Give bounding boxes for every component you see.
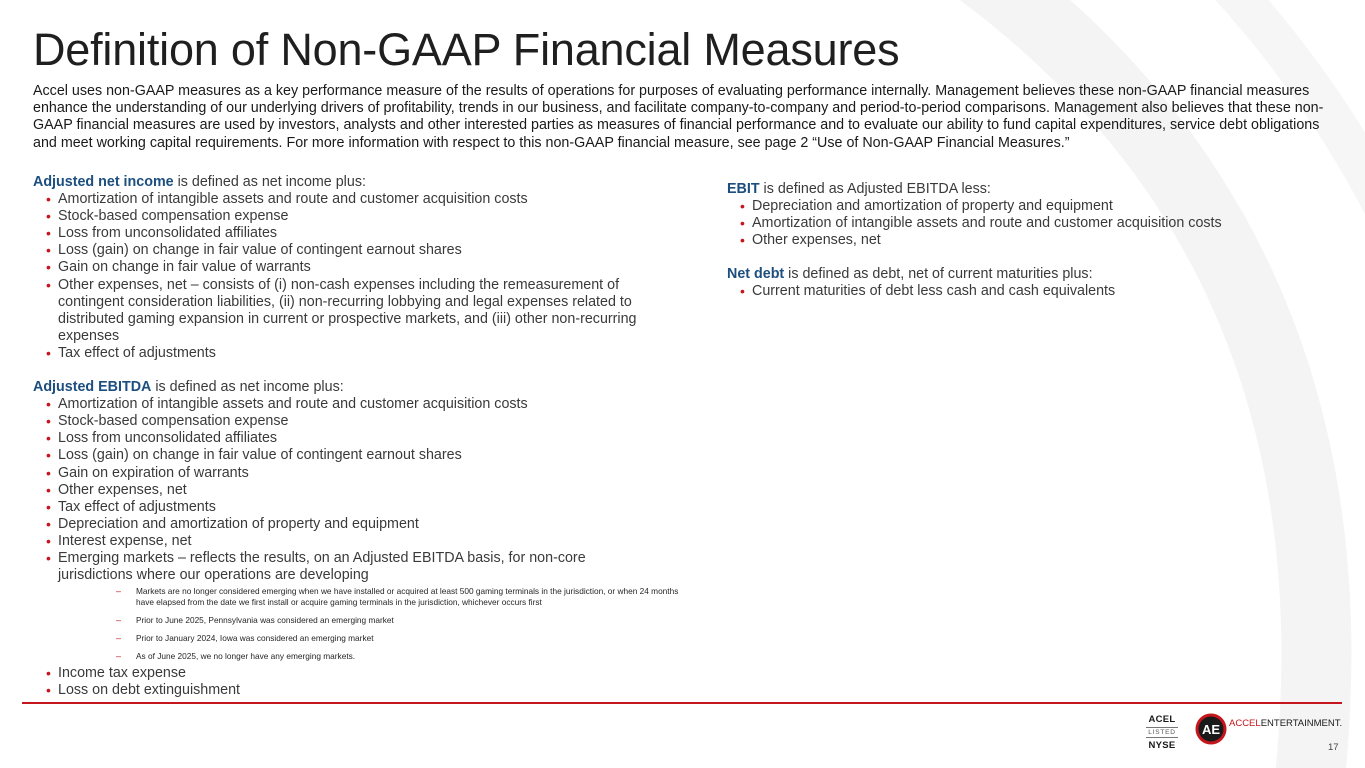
list-item: • Gain on change in fair value of warrants [33, 259, 653, 276]
list-item: • Loss on debt extinguishment [33, 682, 653, 699]
adjusted-net-income-heading [33, 174, 653, 191]
list-item: • Interest expense, net [33, 533, 653, 550]
list-item: • Stock-based compensation expense [33, 413, 653, 430]
list-item: • Other expenses, net – consists of (i) non-cash expenses including the remeasurement of contingent consideration liabilities, (ii) non-recurring lobbying and legal expenses related to distributed gaming expansion in current or prospective markets, and (iii) other non-recurring expenses [33, 277, 653, 345]
sub-list-item: – Markets are no longer considered emerging when we have installed or acquired at least 500 gaming terminals in the jurisdiction, or when 24 months have elapsed from the date we first install or acquire gaming terminals in the jurisdiction, whichever occurs first [58, 586, 698, 608]
ebit-list [727, 198, 1287, 249]
ebit-definition: is defined as Adjusted EBITDA less: [759, 181, 991, 197]
list-item: • Depreciation and amortization of property and equipment [727, 198, 1287, 215]
list-item: • Loss (gain) on change in fair value of contingent earnout shares [33, 447, 653, 464]
brand-accent: ACCEL [1229, 718, 1261, 729]
list-item-emerging-markets [33, 549, 679, 662]
list-item: • Amortization of intangible assets and route and customer acquisition costs [33, 396, 653, 413]
logo-initials: AE [1201, 722, 1221, 737]
intro-paragraph: Accel uses non-GAAP measures as a key performance measure of the results of operations for purposes of evaluating performance internally. Management believes these non-GAAP financial measures enhance the understanding of our underlying drivers of profitability, trends in our business, and facilitate company-to-company and period-to-period comparisons. Management also believes that these non-GAAP financial measures are used by investors, analysts and other interested parties as measures of financial performance and to evaluate our ability to fund capital expenditures, service debt obligations and meet working capital requirements. For more information with respect to this non-GAAP financial measure, see page 2 “Use of Non-GAAP Financial Measures.” [33, 83, 1324, 151]
list-item: • Loss from unconsolidated affiliates [33, 430, 653, 447]
adjusted-ebitda-heading [33, 379, 653, 396]
list-item: • Depreciation and amortization of property and equipment [33, 516, 653, 533]
net-debt-list [727, 283, 1287, 300]
nyse-ticker: ACEL [1148, 714, 1176, 725]
page-title: Definition of Non-GAAP Financial Measures [33, 24, 900, 75]
list-item: • Other expenses, net [727, 232, 1287, 249]
nyse-listed-label: LISTED [1146, 727, 1178, 738]
left-column [33, 174, 679, 699]
adjusted-ebitda-term: Adjusted EBITDA [33, 379, 152, 396]
adjusted-net-income-list [33, 191, 653, 362]
page-number: 17 [1328, 742, 1339, 753]
sub-list-item: – Prior to January 2024, Iowa was considered an emerging market [58, 633, 698, 644]
list-item: • Tax effect of adjustments [33, 499, 653, 516]
list-item: • Amortization of intangible assets and route and customer acquisition costs [727, 215, 1287, 232]
adjusted-ebitda-list [33, 396, 679, 699]
emerging-markets-sublist [58, 586, 679, 662]
nyse-exchange: NYSE [1148, 740, 1176, 751]
list-item: • Loss (gain) on change in fair value of contingent earnout shares [33, 242, 653, 259]
footer-divider [22, 702, 1342, 704]
ebit-term: EBIT [727, 181, 760, 197]
nyse-listed-badge [1146, 714, 1178, 751]
accel-logo-icon [1195, 713, 1227, 745]
net-debt-heading [727, 266, 1287, 283]
sub-list-item: – As of June 2025, we no longer have any emerging markets. [58, 651, 698, 662]
list-item: • Gain on expiration of warrants [33, 465, 653, 482]
list-item: • Stock-based compensation expense [33, 208, 653, 225]
adjusted-ebitda-definition: is defined as net income plus: [151, 379, 344, 396]
brand-rest: ENTERTAINMENT. [1260, 718, 1343, 729]
adjusted-net-income-term: Adjusted net income [33, 174, 174, 190]
sub-list-item: – Prior to June 2025, Pennsylvania was considered an emerging market [58, 615, 698, 626]
ebit-heading [727, 181, 1287, 198]
emerging-markets-text: Emerging markets – reflects the results, on an Adjusted EBITDA basis, for non-core jurisdictions where our operations are developing [58, 549, 586, 584]
list-item: • Other expenses, net [33, 482, 653, 499]
adjusted-net-income-definition: is defined as net income plus: [173, 174, 366, 190]
brand-wordmark [1229, 718, 1342, 729]
net-debt-definition: is defined as debt, net of current maturities plus: [784, 266, 1093, 283]
net-debt-term: Net debt [727, 266, 785, 283]
list-item: • Amortization of intangible assets and route and customer acquisition costs [33, 191, 653, 208]
list-item: • Current maturities of debt less cash and cash equivalents [727, 283, 1287, 300]
list-item: • Tax effect of adjustments [33, 345, 653, 362]
right-column [727, 181, 1287, 301]
list-item: • Income tax expense [33, 665, 653, 682]
list-item: • Loss from unconsolidated affiliates [33, 225, 653, 242]
